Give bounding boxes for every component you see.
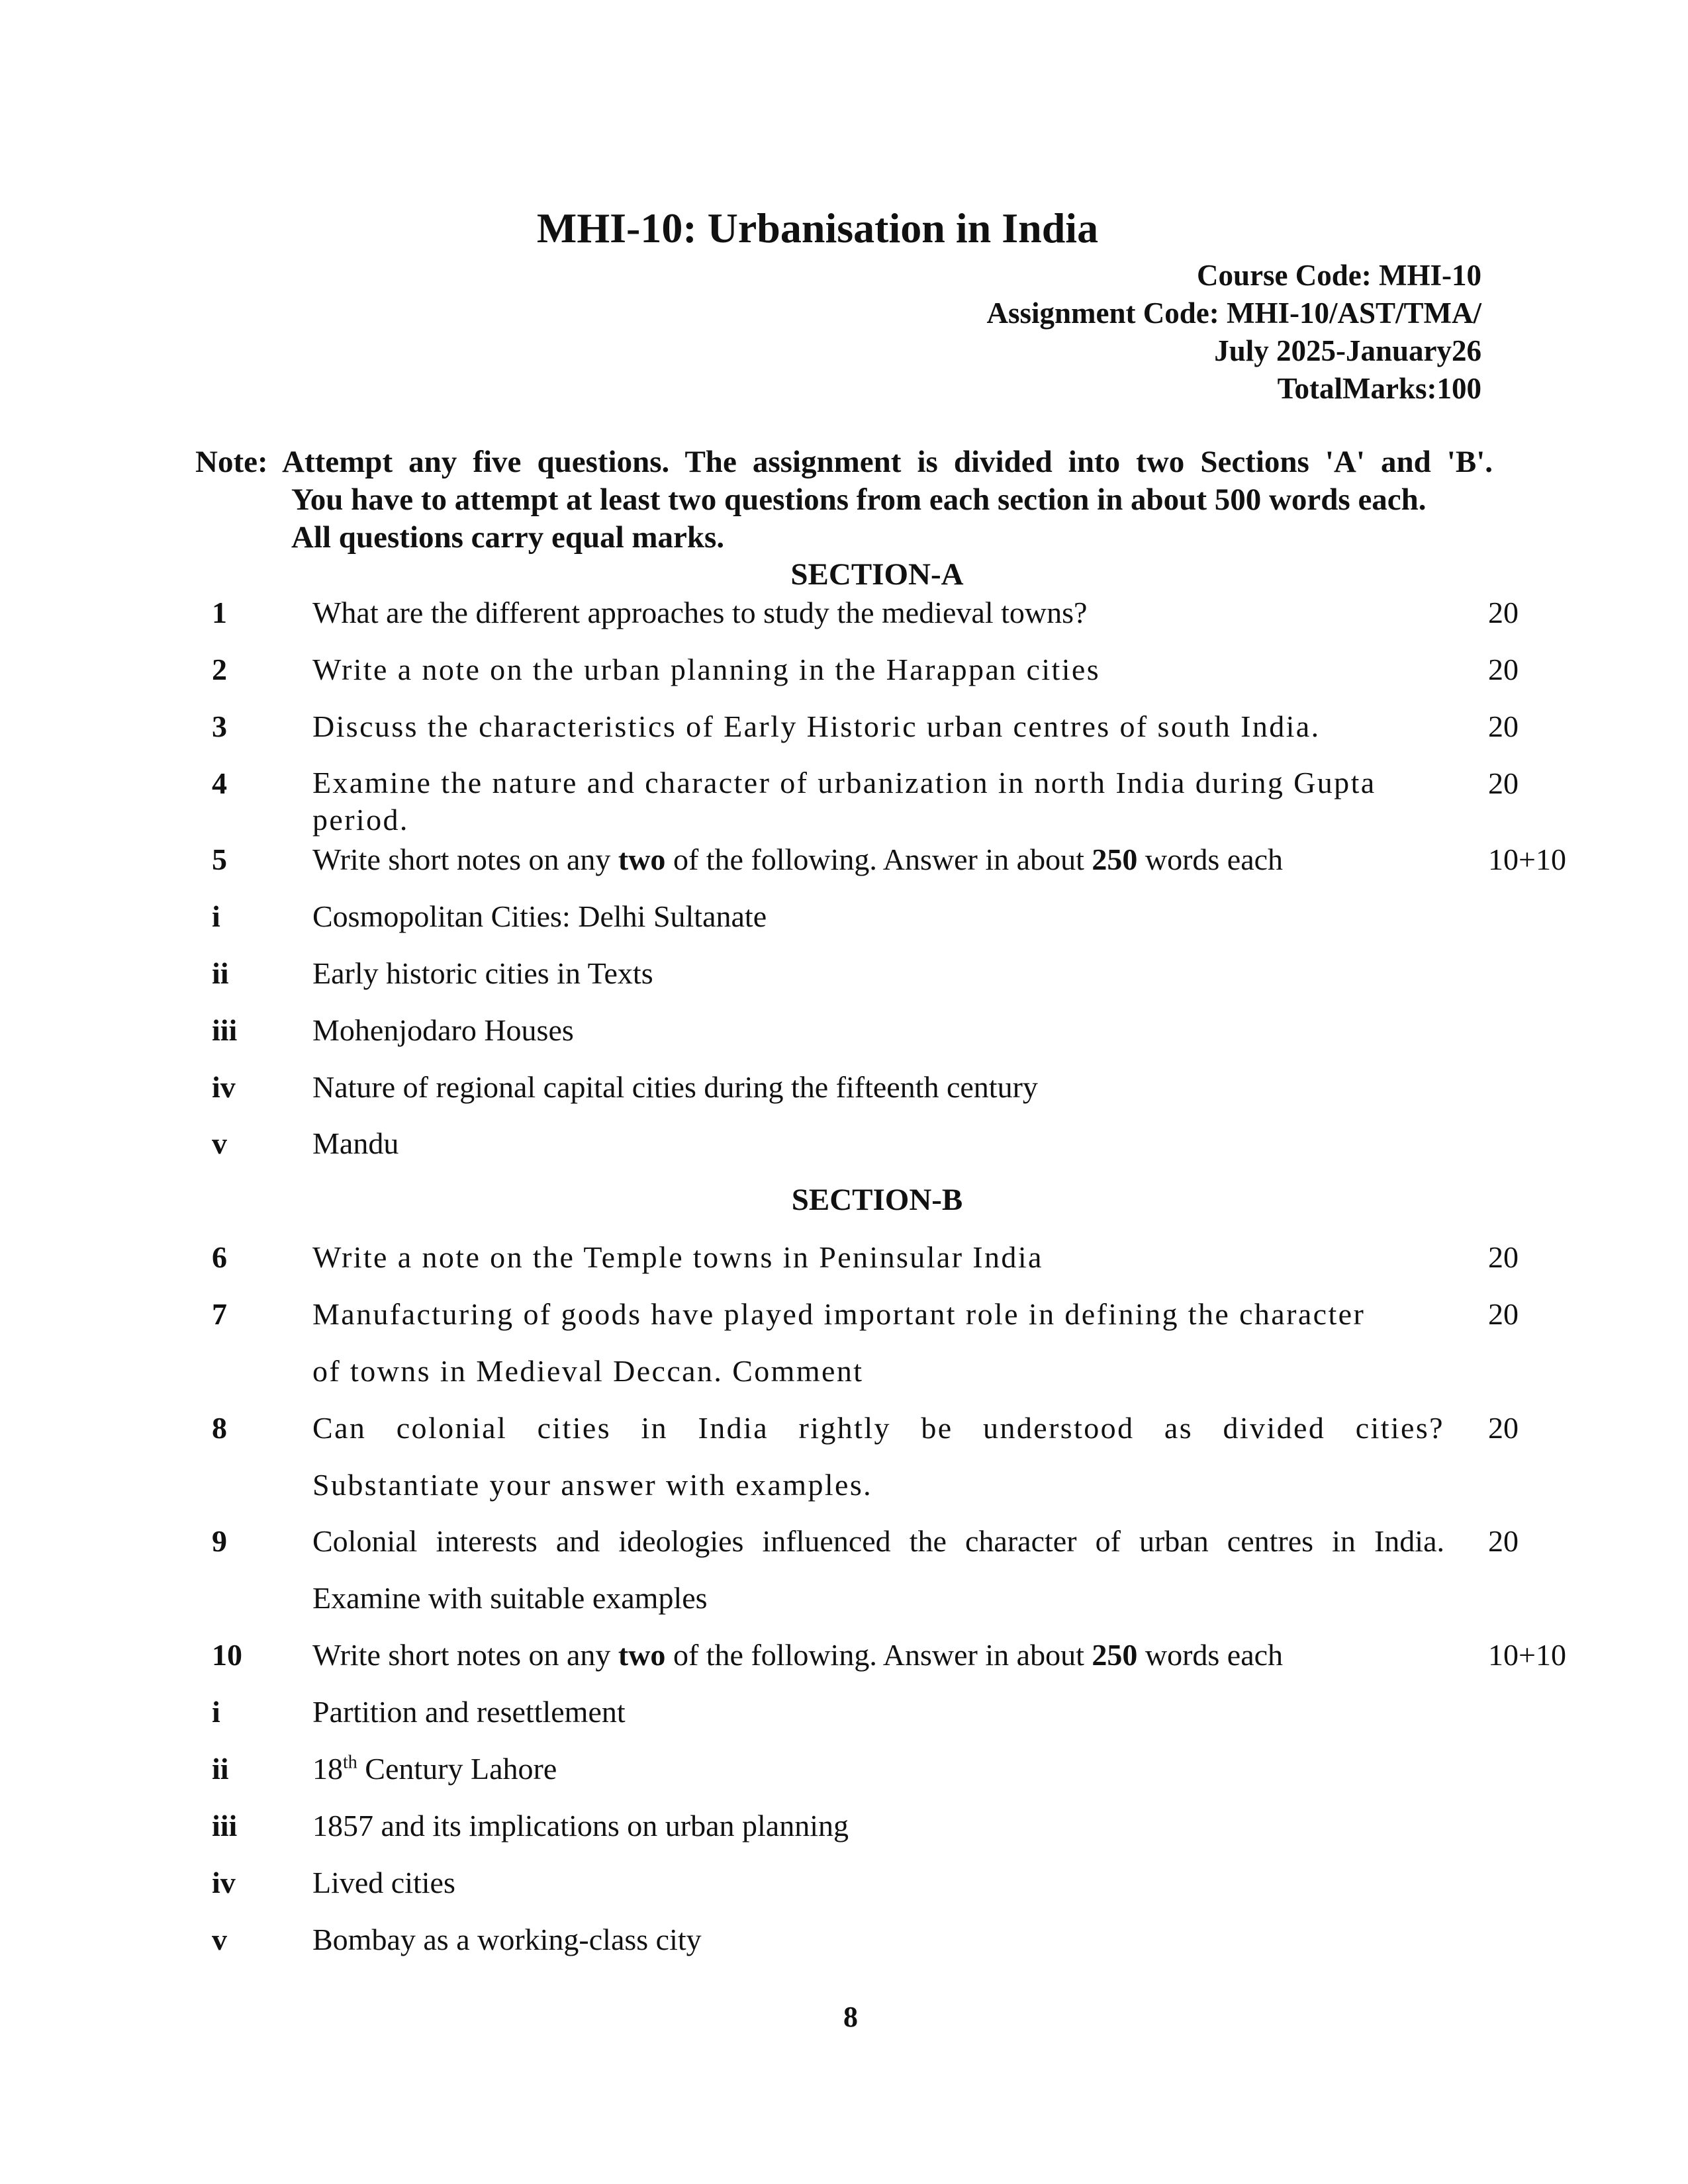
- question-number: 2: [212, 653, 227, 686]
- subquestion-number: ii: [212, 956, 229, 990]
- question-text-line-1: Colonial interests and ideologies influenced the character of urban centres in India.: [312, 1524, 1444, 1558]
- question-text: Write a note on the urban planning in the Harappan cities: [312, 653, 1101, 686]
- note-line-2: You have to attempt at least two questions from each section in about 500 words each.: [291, 482, 1427, 517]
- question-text-line-2: period.: [312, 803, 409, 837]
- subquestion-text: Nature of regional capital cities during the fifteenth century: [312, 1070, 1038, 1104]
- session: July 2025-January26: [1214, 334, 1481, 367]
- question-number: 10: [212, 1638, 242, 1672]
- assignment-meta: [986, 257, 1481, 408]
- subquestion-number: iii: [212, 1013, 238, 1047]
- question-marks: 10+10: [1488, 842, 1566, 876]
- subquestion-text: 1857 and its implications on urban planning: [312, 1809, 849, 1843]
- question-text-part: words each: [1137, 842, 1284, 876]
- question-number: 8: [212, 1411, 227, 1445]
- section-b-heading: [0, 1181, 1688, 1219]
- question-text: [312, 1636, 1444, 1674]
- question-marks: 20: [1488, 1524, 1519, 1558]
- question-text-part: Write short notes on any: [312, 1638, 618, 1672]
- subquestion-text-part: 18: [312, 1752, 343, 1786]
- question-text-line-1: Examine the nature and character of urbanization in north India during Gupta: [312, 766, 1376, 799]
- instructions-note: [195, 443, 1493, 557]
- question-text: What are the different approaches to study the medieval towns?: [312, 596, 1088, 629]
- subquestion-text: Cosmopolitan Cities: Delhi Sultanate: [312, 899, 767, 933]
- question-text-emphasis: two: [618, 1638, 666, 1672]
- assignment-code: Assignment Code: MHI-10/AST/TMA/: [986, 296, 1481, 330]
- subquestion-text: Bombay as a working-class city: [312, 1923, 702, 1956]
- question-text-line-1: Manufacturing of goods have played important role in defining the character: [312, 1297, 1366, 1331]
- question-marks: 20: [1488, 1411, 1519, 1445]
- question-text-part: words each: [1137, 1638, 1284, 1672]
- section-a-heading: [0, 556, 1688, 594]
- question-text: [312, 841, 1444, 878]
- subquestion-number: i: [212, 899, 220, 933]
- subquestion-text: Early historic cities in Texts: [312, 956, 653, 990]
- question-text-line-1: Can colonial cities in India rightly be understood as divided cities?: [312, 1411, 1444, 1445]
- question-marks: 20: [1488, 1240, 1519, 1274]
- question-number: 7: [212, 1297, 227, 1331]
- subquestion-number: v: [212, 1126, 227, 1160]
- course-code: Course Code: MHI-10: [1197, 259, 1481, 292]
- subquestion-number: iii: [212, 1809, 238, 1843]
- question-text-part: of the following. Answer in about: [665, 1638, 1092, 1672]
- note-line-1: Note: Attempt any five questions. The assignment is divided into two Sections 'A' and 'B'.: [195, 445, 1493, 479]
- question-text-emphasis: 250: [1092, 842, 1138, 876]
- document-title: [0, 202, 1688, 255]
- page-number-text: 8: [843, 2001, 858, 2033]
- question-text: [312, 1400, 1444, 1514]
- subquestion-text-part: Century Lahore: [357, 1752, 557, 1786]
- question-text: Write a note on the Temple towns in Peninsular India: [312, 1240, 1043, 1274]
- question-number: 4: [212, 766, 227, 800]
- subquestion-number: i: [212, 1695, 220, 1729]
- question-text: [312, 1286, 1444, 1400]
- subquestion-text: Partition and resettlement: [312, 1695, 626, 1729]
- document-title-text: MHI-10: Urbanisation in India: [536, 205, 1099, 251]
- question-number: 3: [212, 709, 227, 743]
- question-marks: 20: [1488, 653, 1519, 686]
- question-marks: 20: [1488, 709, 1519, 743]
- question-marks: 10+10: [1488, 1638, 1566, 1672]
- question-marks: 20: [1488, 596, 1519, 629]
- question-text-part: Write short notes on any: [312, 842, 618, 876]
- question-text-line-2: of towns in Medieval Deccan. Comment: [312, 1354, 864, 1388]
- section-a-heading-text: SECTION-A: [790, 557, 964, 592]
- question-text: [312, 1513, 1444, 1627]
- ordinal-suffix: th: [343, 1752, 357, 1773]
- question-text: Discuss the characteristics of Early Historic urban centres of south India.: [312, 709, 1321, 743]
- note-line-3: All questions carry equal marks.: [291, 520, 725, 555]
- question-text: [312, 764, 1444, 839]
- subquestion-number: ii: [212, 1752, 229, 1786]
- subquestion-number: iv: [212, 1070, 236, 1104]
- subquestion-number: iv: [212, 1866, 236, 1899]
- section-b-heading-text: SECTION-B: [791, 1183, 963, 1217]
- question-marks: 20: [1488, 1297, 1519, 1331]
- subquestion-text: Lived cities: [312, 1866, 455, 1899]
- question-text-line-2: Examine with suitable examples: [312, 1581, 708, 1615]
- total-marks: TotalMarks:100: [1277, 372, 1481, 405]
- question-number: 5: [212, 842, 227, 876]
- question-text-line-2: Substantiate your answer with examples.: [312, 1468, 873, 1502]
- question-marks: 20: [1488, 766, 1519, 800]
- question-number: 1: [212, 596, 227, 629]
- question-number: 9: [212, 1524, 227, 1558]
- subquestion-text: Mohenjodaro Houses: [312, 1013, 574, 1047]
- page-number: [0, 2000, 1688, 2034]
- question-text-emphasis: 250: [1092, 1638, 1138, 1672]
- question-text-part: of the following. Answer in about: [665, 842, 1092, 876]
- subquestion-number: v: [212, 1923, 227, 1956]
- question-number: 6: [212, 1240, 227, 1274]
- subquestion-text: Mandu: [312, 1126, 399, 1160]
- subquestion-text: [312, 1750, 1444, 1788]
- question-text-emphasis: two: [618, 842, 666, 876]
